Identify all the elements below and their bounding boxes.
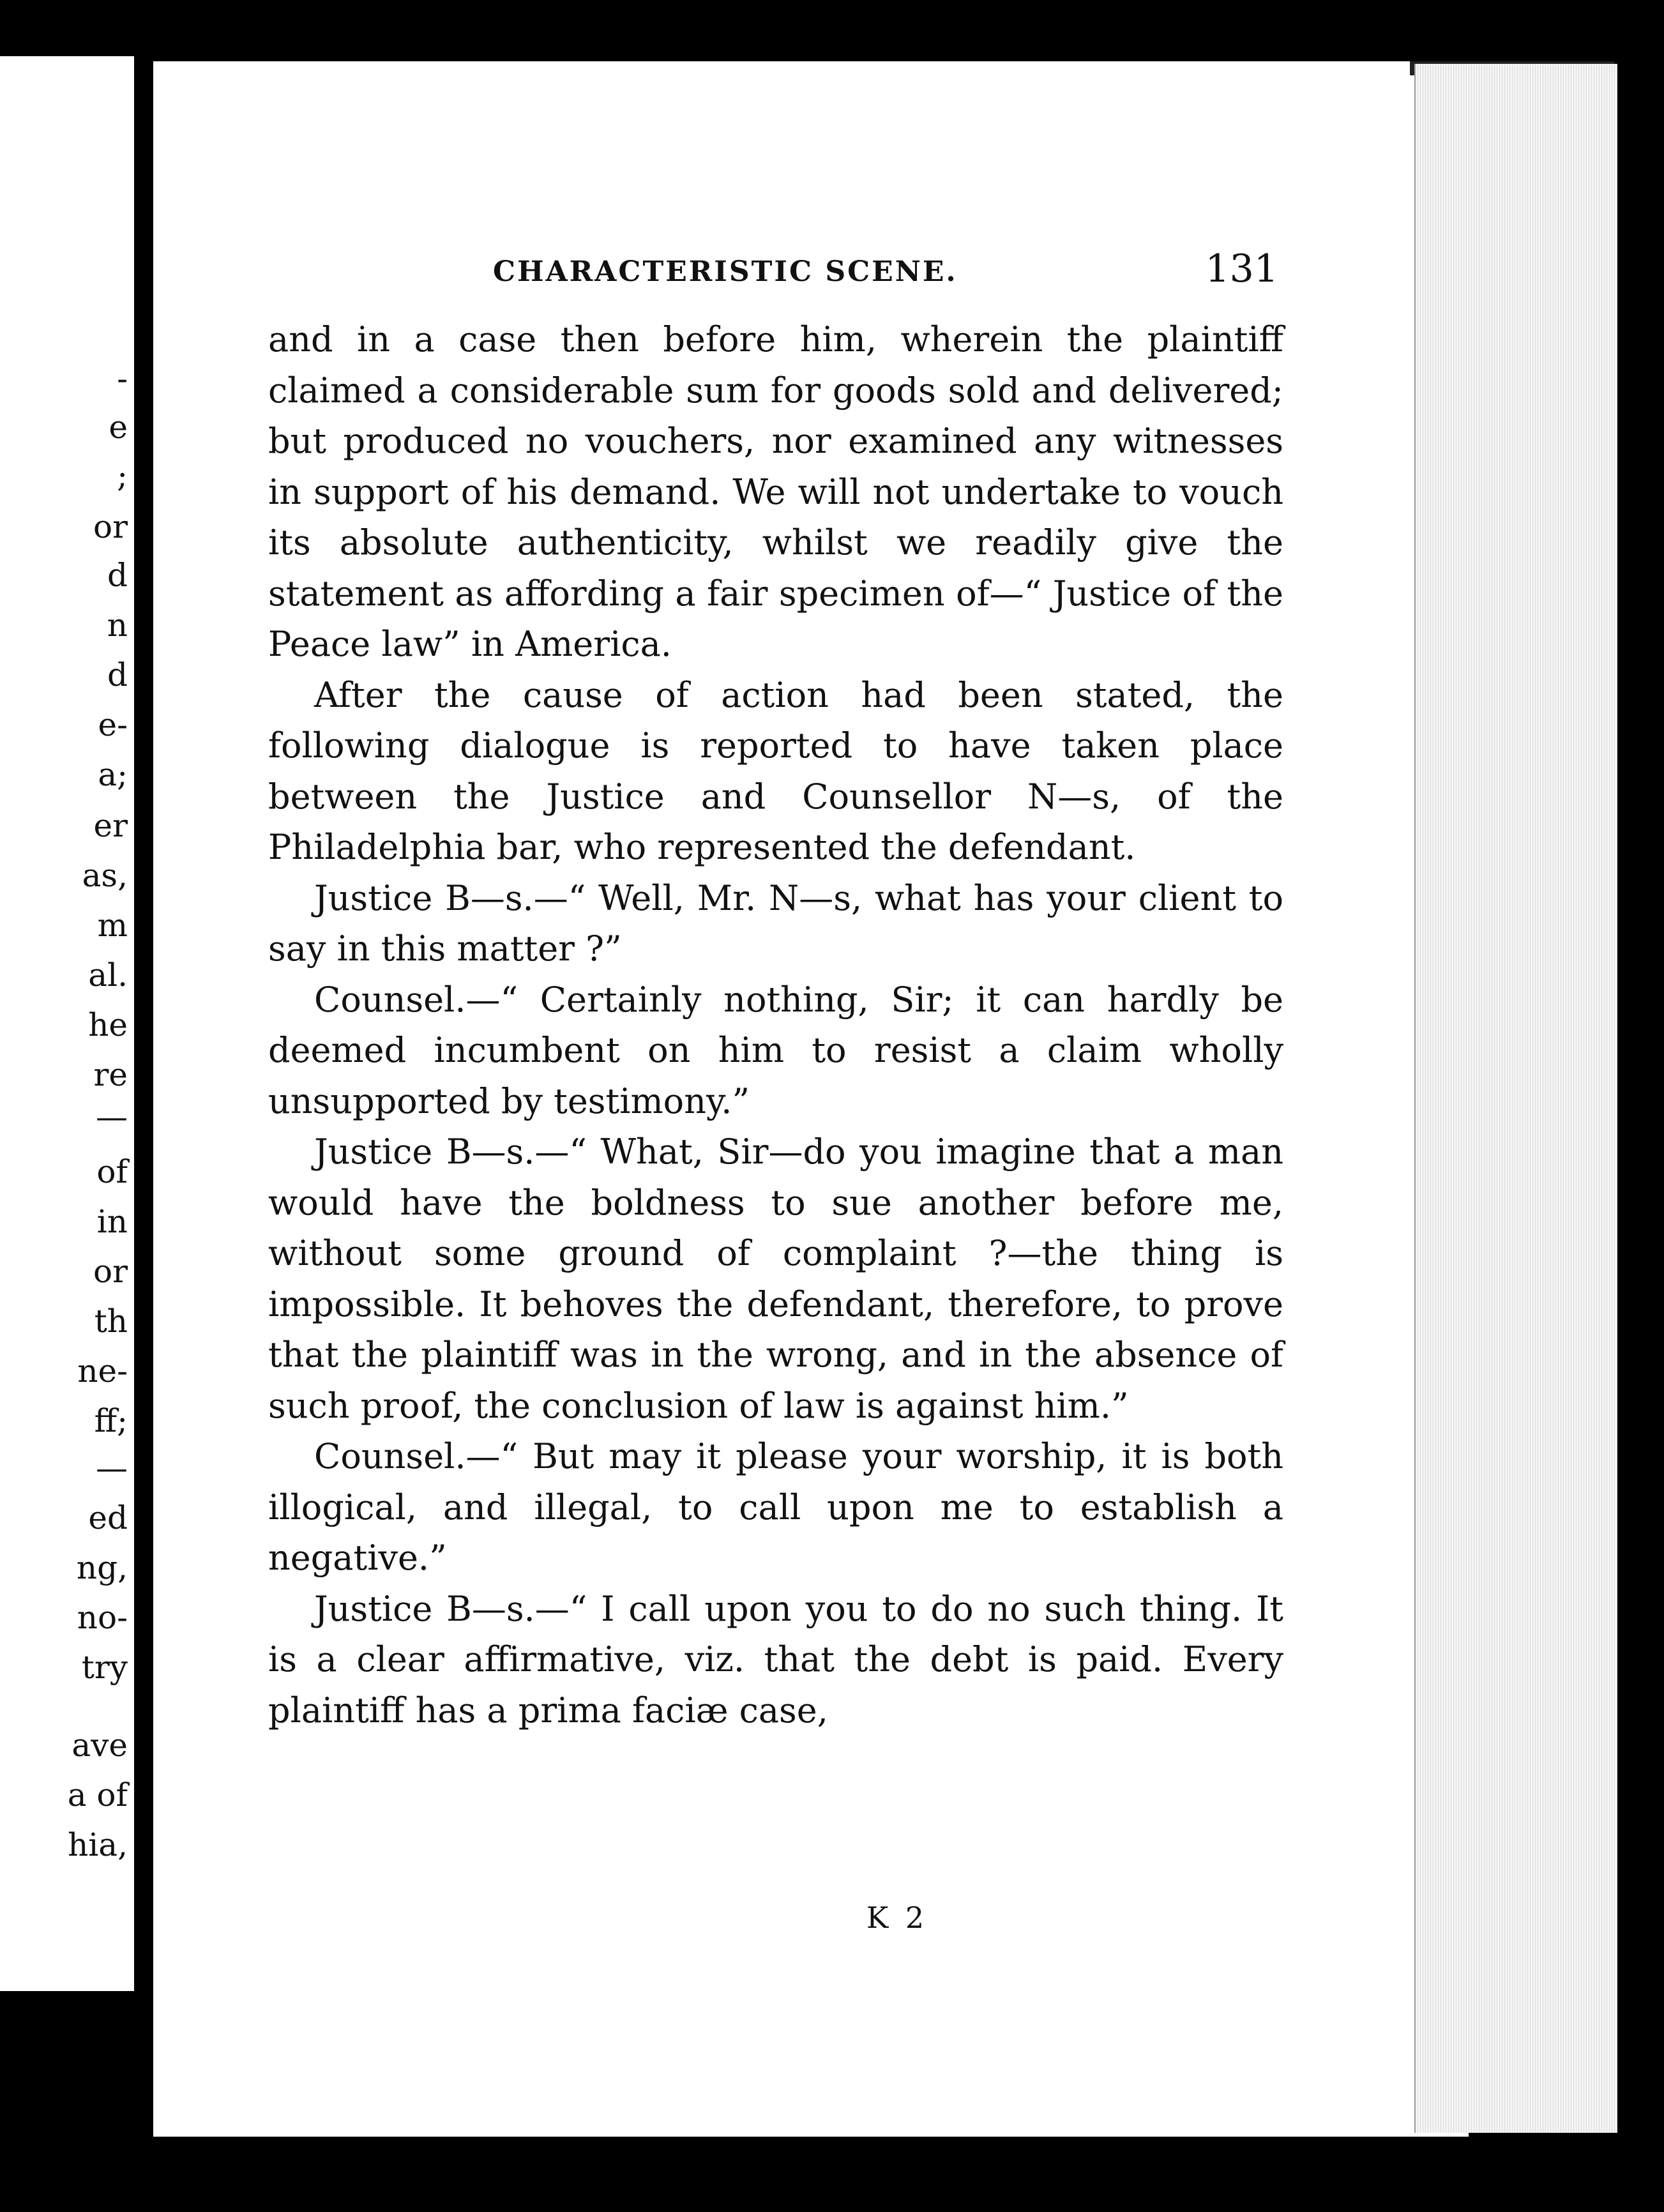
facing-page-text: — — [96, 1450, 128, 1487]
facing-page-text: no- — [77, 1599, 128, 1636]
facing-page-text: ff; — [94, 1402, 128, 1439]
facing-page-text: d — [107, 557, 128, 594]
book-gutter — [134, 56, 153, 1991]
facing-page-text: or — [93, 508, 128, 545]
facing-page-text: a; — [98, 756, 128, 793]
facing-page-text: or — [93, 1253, 128, 1290]
running-head — [268, 246, 1283, 298]
facing-page-text: th — [94, 1303, 128, 1340]
facing-page-fragment — [0, 56, 137, 1991]
facing-page-text: er — [93, 807, 128, 844]
facing-page-text: d — [107, 656, 128, 693]
paragraph: Justice B—s.—“ I call upon you to do no such thing. It is a clear affirmative, viz. that the debt is paid. Every plaintiff has a prima faciæ case, — [268, 1588, 1283, 1731]
facing-page-text: ; — [117, 457, 128, 494]
paragraph: After the cause of action had been stated, the following dialogue is reported to have taken place between the Justice and Counsellor N—s, of the Philadelphia bar, who represented the defendant. — [268, 674, 1283, 867]
facing-page-text: a of — [67, 1776, 128, 1814]
page-edges — [1414, 64, 1617, 2133]
facing-page-text: al. — [88, 957, 128, 994]
facing-page-text: m — [97, 907, 128, 944]
signature-mark — [268, 1900, 1283, 1935]
page-number: 131 — [1205, 246, 1278, 291]
facing-page-text: re — [93, 1056, 128, 1093]
facing-page-text: ave — [72, 1727, 128, 1764]
facing-page-text: hia, — [68, 1826, 128, 1863]
facing-page-text: he — [88, 1006, 128, 1043]
body-text — [268, 314, 1283, 1736]
book-page — [153, 61, 1469, 2137]
facing-page-text: n — [107, 607, 128, 644]
facing-page-text: e — [109, 409, 128, 446]
facing-page-text: in — [96, 1203, 128, 1240]
facing-page-text: ed — [88, 1499, 128, 1536]
facing-page-text: e- — [98, 706, 128, 743]
paragraph: Justice B—s.—“ Well, Mr. N—s, what has your client to say in this matter ?” — [268, 877, 1283, 969]
paragraph: and in a case then before him, wherein the plaintiff claimed a considerable sum for goods sold and delivered; but produced no vouchers, nor examined any witnesses in support of his demand. We will not undertake to vouch its absolute authenticity, whilst we readily give the statement as affording a fair specimen of—“ Justice of the Peace law” in America. — [268, 319, 1283, 664]
facing-page-text: of — [96, 1153, 128, 1190]
signature-text: K 2 — [866, 1900, 928, 1935]
facing-page-text: — — [96, 1098, 128, 1135]
facing-page-text: ne- — [77, 1352, 128, 1390]
facing-page-text: as, — [82, 857, 128, 894]
facing-page-text: try — [81, 1649, 128, 1686]
running-title: CHARACTERISTIC SCENE. — [493, 255, 958, 288]
paragraph: Justice B—s.—“ What, Sir—do you imagine that a man would have the boldness to sue another before me, without some ground of complaint ?—the thing is impossible. It behoves the defendant, therefore, to prove that the plaintiff was in the wrong, and in the absence of such proof, the conclusion of law is against him.” — [268, 1132, 1283, 1426]
paragraph: Counsel.—“ But may it please your worship, it is both illogical, and illegal, to call upon me to establish a negative.” — [268, 1436, 1283, 1578]
paragraph: Counsel.—“ Certainly nothing, Sir; it can hardly be deemed incumbent on him to resist a claim wholly unsupported by testimony.” — [268, 979, 1283, 1121]
facing-page-text: ng, — [76, 1549, 128, 1586]
facing-page-text: - — [117, 360, 128, 397]
